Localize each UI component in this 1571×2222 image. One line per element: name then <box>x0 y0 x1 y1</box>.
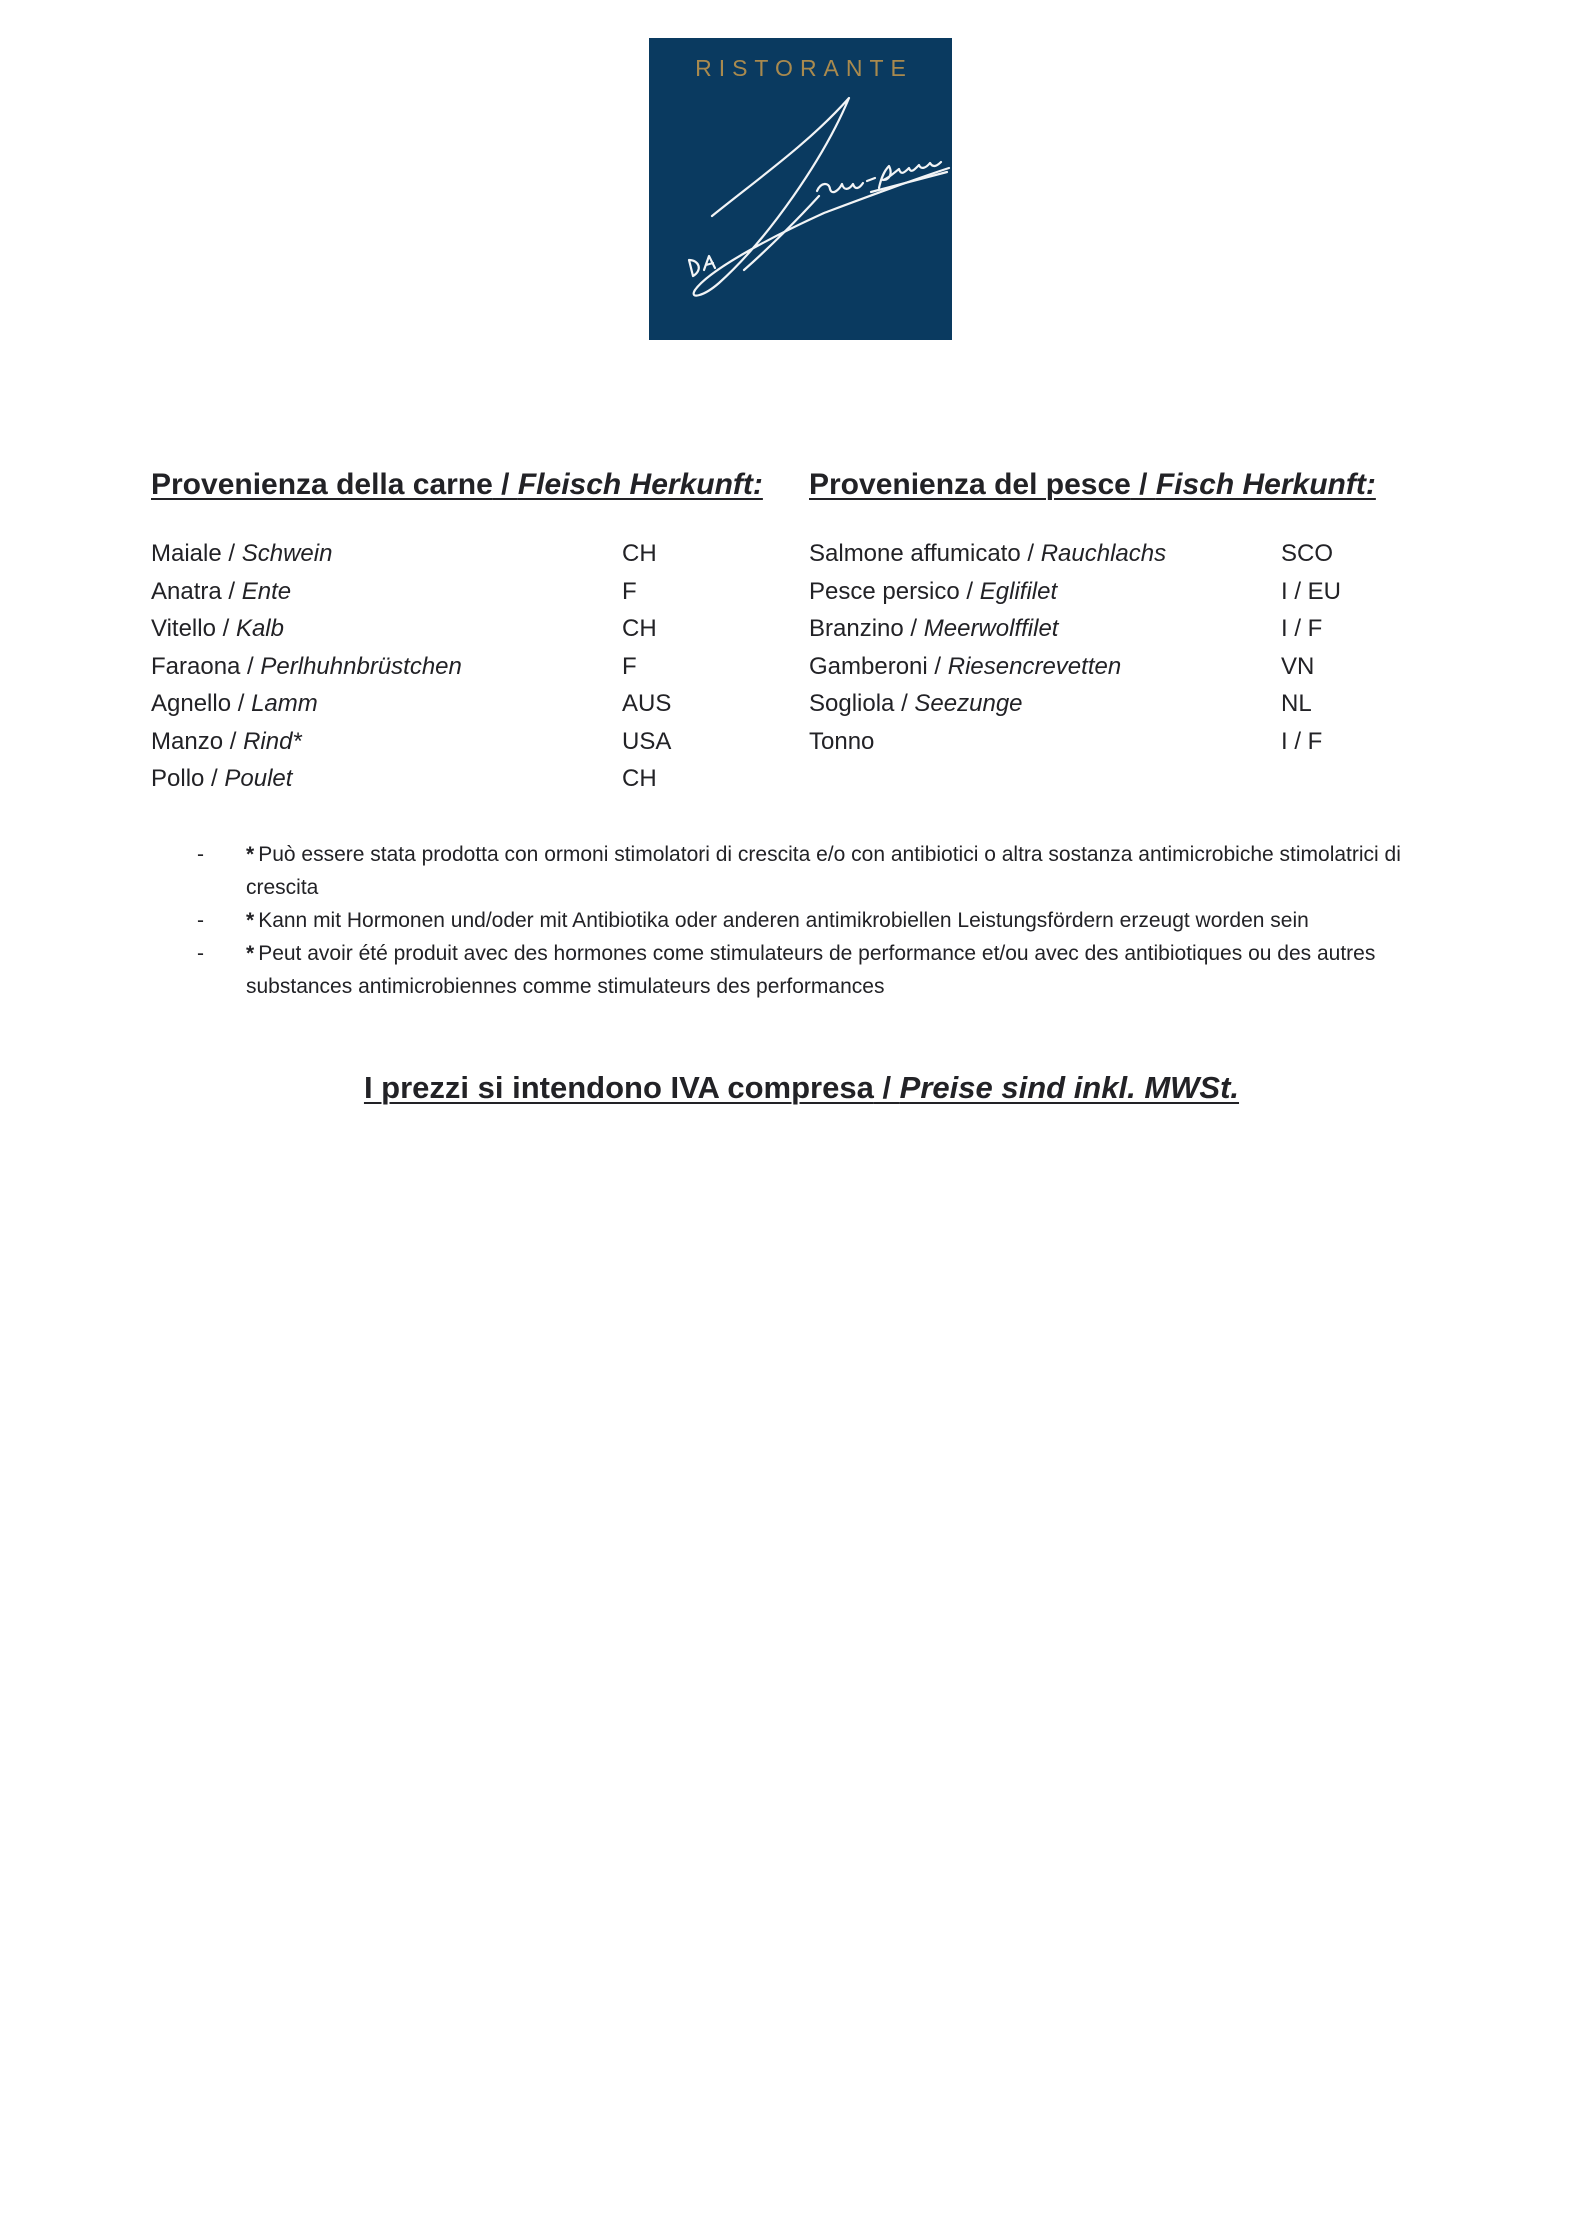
meat-origin-code: CH <box>622 540 657 567</box>
fish-name-it: Tonno <box>809 727 875 755</box>
fish-heading-it: Provenienza del pesce <box>809 468 1131 501</box>
meat-name: Agnello / Lamm <box>151 690 318 717</box>
fish-name: Pesce persico / Eglifilet <box>809 577 1058 605</box>
meat-row <box>151 573 711 611</box>
fish-name-it: Sogliola <box>809 690 895 717</box>
meat-heading-de: Fleisch Herkunft: <box>517 468 763 501</box>
fish-heading-separator: / <box>1130 468 1156 501</box>
meat-origin-code: F <box>622 577 637 605</box>
fish-origin-code: I / F <box>1281 727 1323 755</box>
meat-origin-code: AUS <box>622 690 672 717</box>
meat-name-it: Vitello <box>151 615 216 642</box>
meat-name: Maiale / Schwein <box>151 540 333 567</box>
fish-name <box>809 723 874 761</box>
price-note-de: Preise sind inkl. MWSt. <box>899 1070 1240 1105</box>
logo-title: RISTORANTE <box>695 55 913 81</box>
fish-name-it: Gamberoni <box>809 652 928 680</box>
meat-name: Faraona / Perlhuhnbrüstchen <box>151 652 462 680</box>
note-item <box>197 838 1447 904</box>
fish-row <box>809 723 1369 761</box>
meat-name-de: Schwein <box>241 540 333 567</box>
meat-name: Vitello / Kalb <box>151 615 284 642</box>
meat-origin-code: USA <box>622 727 672 755</box>
meat-name-it: Pollo <box>151 765 205 792</box>
note-asterisk: * <box>246 843 255 866</box>
fish-name-it: Salmone affumicato <box>809 540 1021 567</box>
meat-origin-code: CH <box>622 765 657 792</box>
fish-row <box>809 535 1369 573</box>
fish-name: Salmone affumicato / Rauchlachs <box>809 540 1167 567</box>
fish-origin-code: I / EU <box>1281 577 1342 605</box>
meat-name-it: Manzo <box>151 727 224 755</box>
note-dash: - <box>197 942 204 965</box>
note-asterisk: * <box>246 942 255 965</box>
note-dash: - <box>197 909 204 932</box>
fish-origin-code: VN <box>1281 652 1315 680</box>
fish-row <box>809 685 1369 723</box>
note-asterisk: * <box>246 909 255 932</box>
note-text: Peut avoir été produit avec des hormones come stimulateurs de performance et/ou avec des antibiotiques ou des autres substances antimicrobiennes comme stimulateurs des performances <box>246 942 1376 998</box>
fish-name-de: Riesencrevetten <box>947 652 1122 680</box>
fish-name-de: Rauchlachs <box>1040 540 1167 567</box>
meat-name-de: Lamm <box>251 690 318 717</box>
fish-name: Branzino / Meerwolffilet <box>809 615 1059 642</box>
fish-row <box>809 573 1369 611</box>
meat-name-it: Maiale <box>151 540 222 567</box>
meat-heading-separator: / <box>492 468 518 501</box>
note-dash: - <box>197 843 204 866</box>
meat-name-de: Rind* <box>243 727 302 755</box>
meat-origin-code: F <box>622 652 637 680</box>
fish-origin-table <box>809 535 1369 760</box>
meat-name: Pollo / Poulet <box>151 765 293 792</box>
fish-name: Gamberoni / Riesencrevetten <box>809 652 1122 680</box>
meat-name-de: Ente <box>241 577 292 605</box>
fish-row <box>809 648 1369 686</box>
meat-name-it: Anatra <box>151 577 222 605</box>
meat-row <box>151 723 711 761</box>
fish-origin-heading <box>809 468 1376 502</box>
meat-name-de: Perlhuhnbrüstchen <box>260 652 462 680</box>
signature-icon <box>649 38 952 340</box>
meat-row <box>151 760 711 798</box>
price-vat-note <box>0 1070 1571 1106</box>
meat-row <box>151 610 711 648</box>
meat-row <box>151 685 711 723</box>
meat-name: Manzo / Rind* <box>151 727 302 755</box>
meat-row <box>151 535 711 573</box>
meat-heading-it: Provenienza della carne <box>151 468 493 501</box>
price-note-separator: / <box>873 1070 900 1105</box>
note-item <box>197 904 1447 937</box>
fish-name-de: Eglifilet <box>979 577 1058 605</box>
meat-origin-table <box>151 535 711 798</box>
meat-name-de: Poulet <box>224 765 293 792</box>
fish-name-it: Branzino <box>809 615 904 642</box>
note-text: Può essere stata prodotta con ormoni stimolatori di crescita e/o con antibiotici o altra sostanza antimicrobiche stimolatrici di crescita <box>246 843 1401 899</box>
fish-name: Sogliola / Seezunge <box>809 690 1023 717</box>
fish-name-it: Pesce persico <box>809 577 960 605</box>
meat-name: Anatra / Ente <box>151 577 292 605</box>
fish-name-de: Seezunge <box>914 690 1023 717</box>
fish-origin-code: I / F <box>1281 615 1323 642</box>
fish-origin-code: NL <box>1281 690 1312 717</box>
fish-row <box>809 610 1369 648</box>
restaurant-logo <box>649 38 952 340</box>
meat-name-it: Agnello <box>151 690 232 717</box>
fish-origin-code: SCO <box>1281 540 1334 567</box>
note-text: Kann mit Hormonen und/oder mit Antibiotika oder anderen antimikrobiellen Leistungsfördern erzeugt worden sein <box>258 909 1309 932</box>
note-item <box>197 937 1447 1003</box>
antibiotic-notes <box>197 838 1447 1003</box>
meat-origin-code: CH <box>622 615 657 642</box>
fish-name-de: Meerwolffilet <box>923 615 1059 642</box>
price-note-it: I prezzi si intendono IVA compresa <box>363 1070 874 1105</box>
fish-heading-de: Fisch Herkunft: <box>1155 468 1376 501</box>
meat-name-it: Faraona <box>151 652 241 680</box>
meat-row <box>151 648 711 686</box>
meat-name-de: Kalb <box>235 615 284 642</box>
meat-origin-heading <box>151 468 763 502</box>
